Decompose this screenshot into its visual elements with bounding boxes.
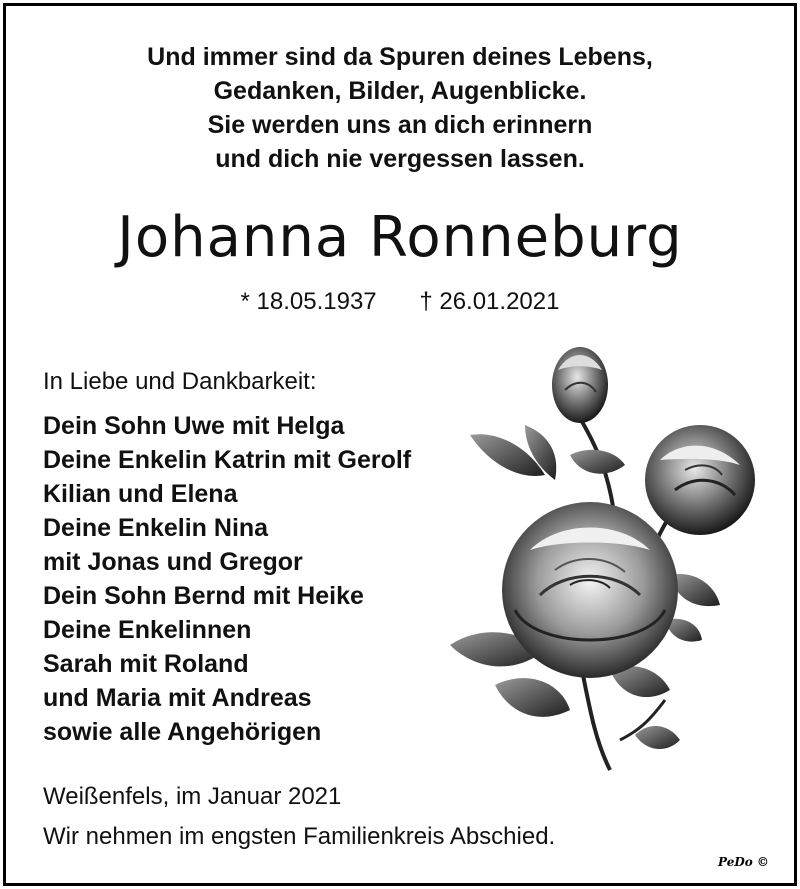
family-line: Sarah mit Roland <box>43 650 249 678</box>
family-line: mit Jonas und Gregor <box>43 548 303 576</box>
family-line: Deine Enkelin Nina <box>43 514 269 542</box>
poem-line: Und immer sind da Spuren deines Lebens, <box>147 43 653 71</box>
poem-line: Gedanken, Bilder, Augenblicke. <box>213 77 587 105</box>
poem-line: und dich nie vergessen lassen. <box>215 145 585 173</box>
family-line: Dein Sohn Uwe mit Helga <box>43 412 345 440</box>
family-line: Dein Sohn Bernd mit Heike <box>43 582 364 610</box>
poem-line: Sie werden uns an dich erinnern <box>207 111 593 139</box>
signature: PeDo © <box>718 855 769 869</box>
life-dates <box>0 288 800 316</box>
family-list <box>43 409 411 749</box>
family-line: und Maria mit Andreas <box>43 684 312 712</box>
death-date: † 26.01.2021 <box>419 288 560 315</box>
family-line: Deine Enkelinnen <box>43 616 252 644</box>
family-line: Kilian und Elena <box>43 480 238 508</box>
deceased-name: Johanna Ronneburg <box>117 205 683 270</box>
closing-text: Wir nehmen im engsten Familienkreis Abschied. <box>43 823 556 850</box>
family-line: sowie alle Angehörigen <box>43 718 322 746</box>
birth-date: * 18.05.1937 <box>240 288 377 315</box>
poem <box>0 40 800 176</box>
place-date: Weißenfels, im Januar 2021 <box>43 783 342 810</box>
roses-illustration <box>440 340 780 780</box>
family-line: Deine Enkelin Katrin mit Gerolf <box>43 446 412 474</box>
intro-text: In Liebe und Dankbarkeit: <box>43 368 317 395</box>
